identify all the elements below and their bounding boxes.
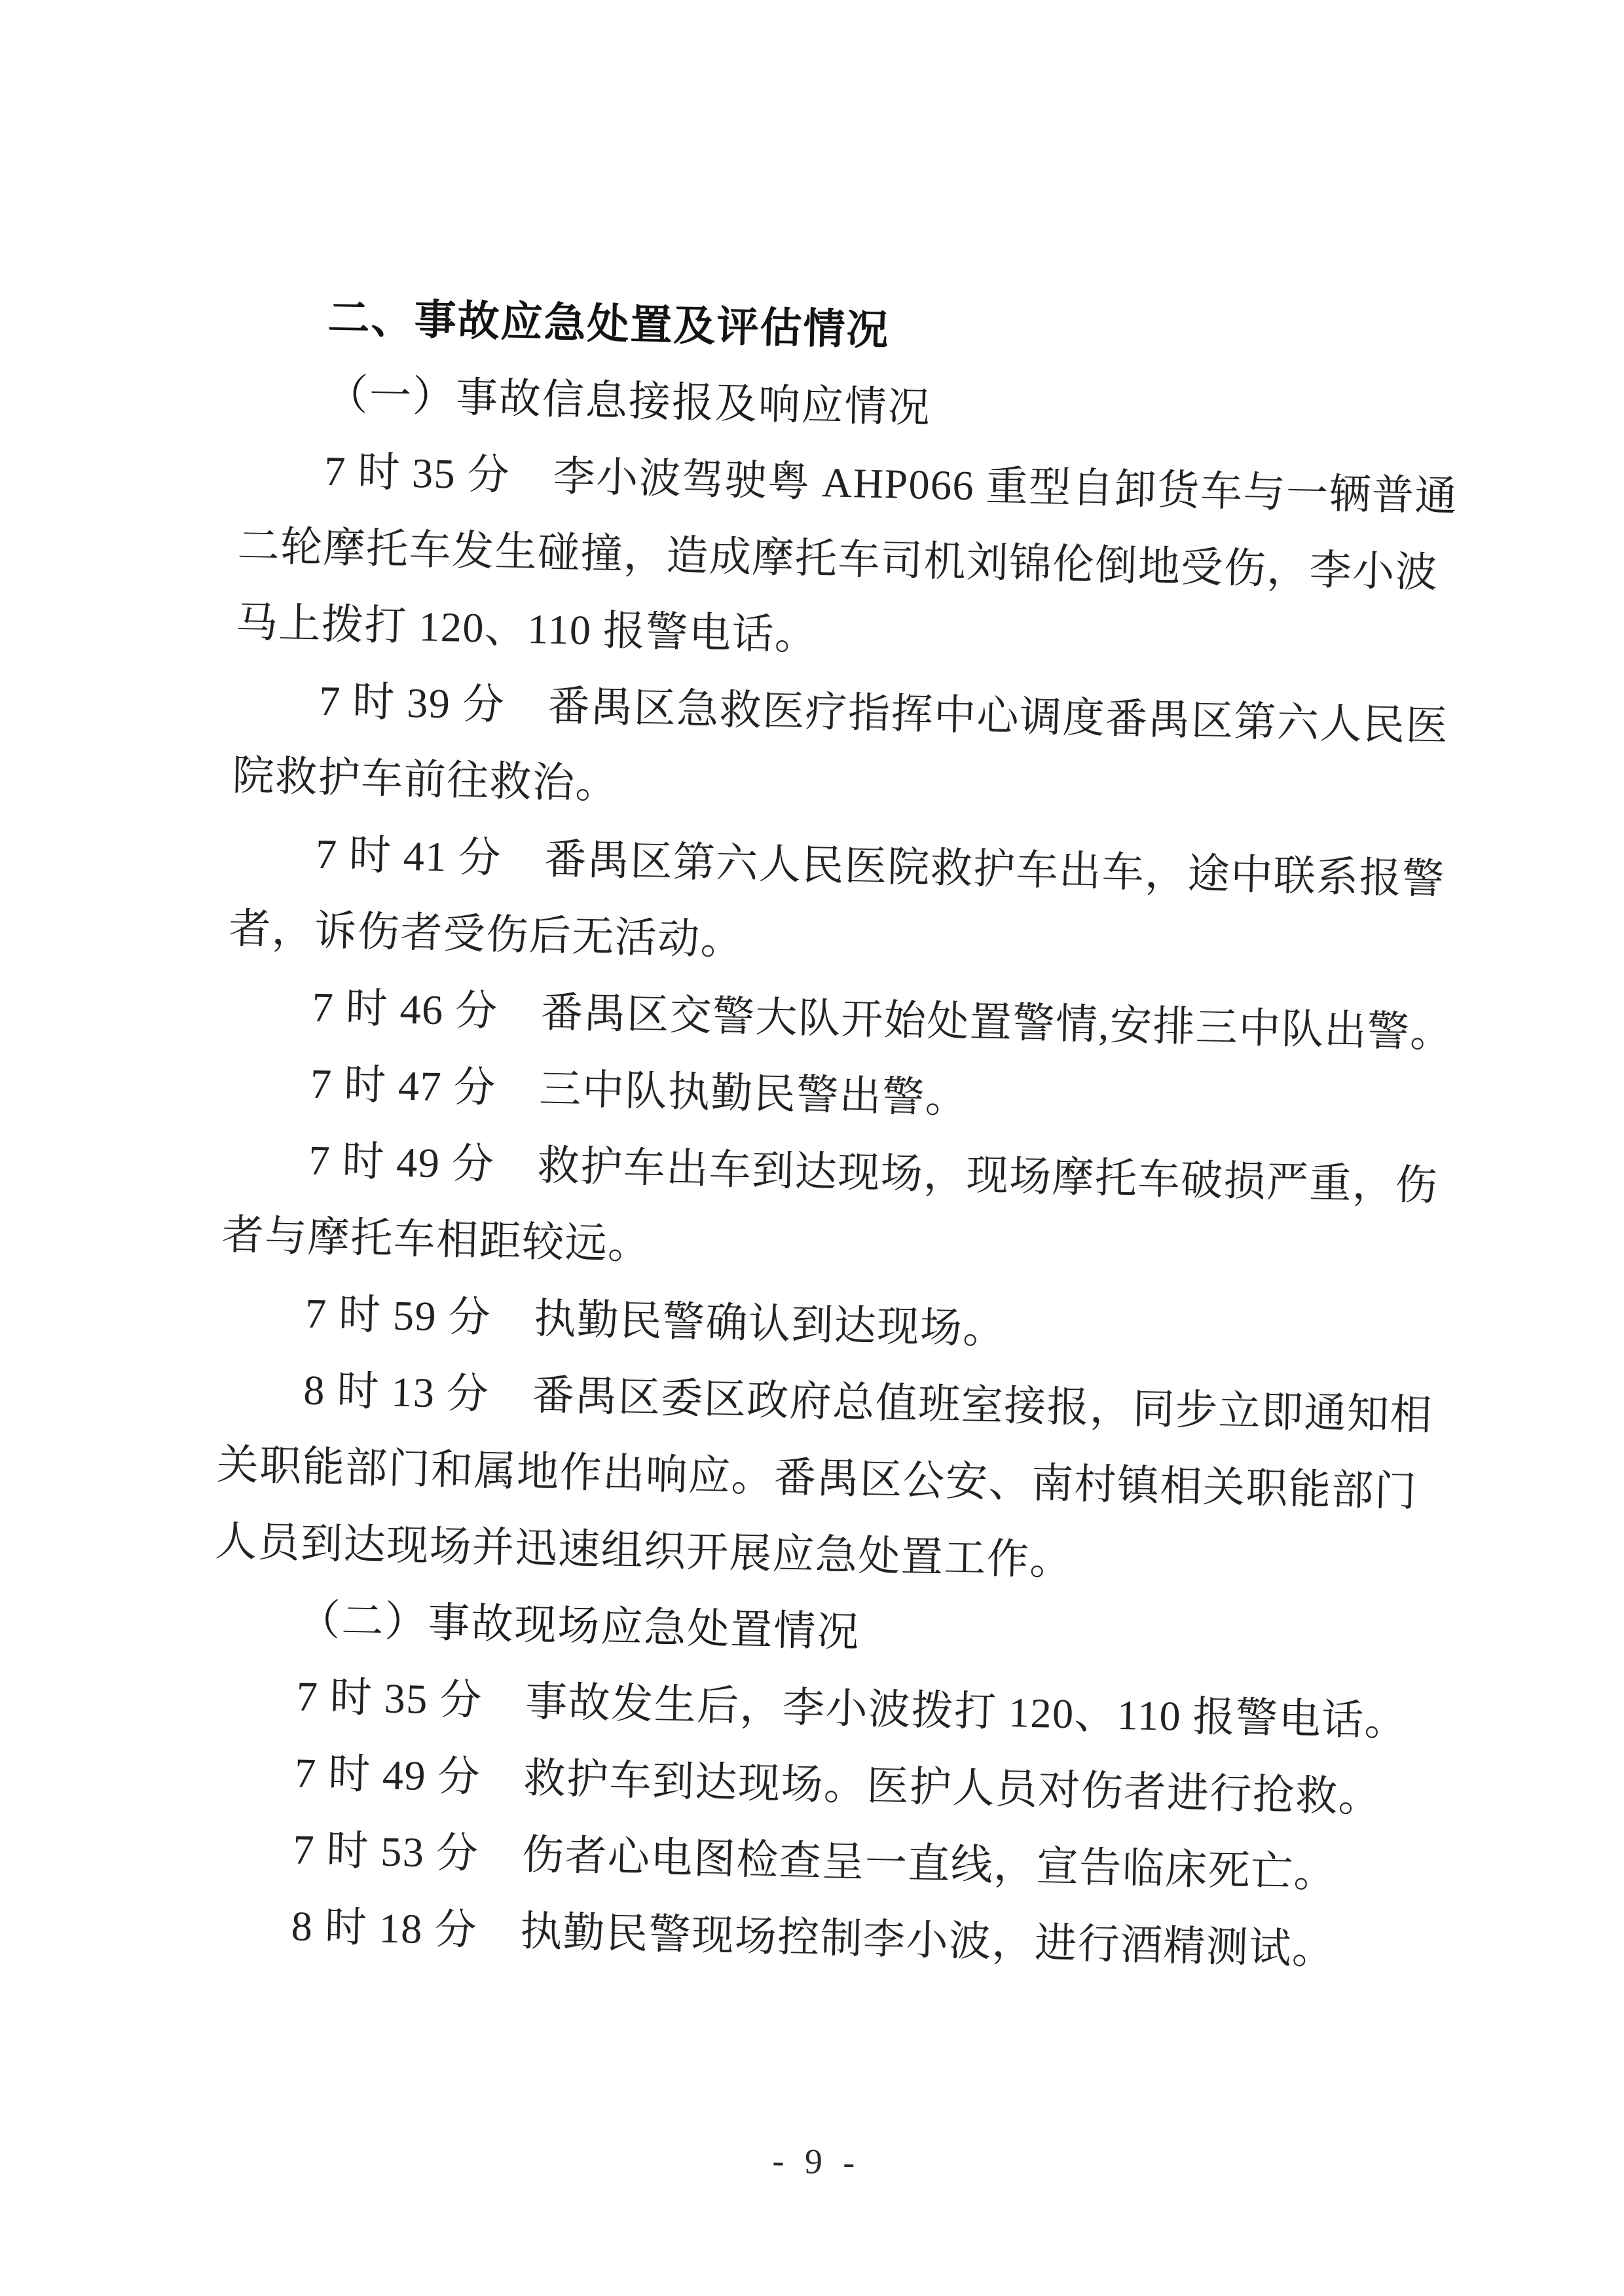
subsection-heading: （二）事故现场应急处置情况 (297, 1596, 861, 1656)
body-line: 7 时 35 分 李小波驾驶粤 AHP066 重型自卸货车与一辆普通 (323, 447, 1458, 520)
subsection-heading: （一）事故信息接报及响应情况 (325, 371, 932, 431)
body-line: 7 时 53 分 伤者心电图检查呈一直线，宣告临床死亡。 (292, 1826, 1337, 1897)
body-line: 7 时 39 分 番禺区急救医疗指挥中心调度番禺区第六人民医 (318, 677, 1449, 750)
page-number: - 9 - (771, 2141, 862, 2183)
body-line: 7 时 49 分 救护车出车到达现场，现场摩托车破损严重，伤 (308, 1137, 1439, 1209)
body-line: 7 时 46 分 番禺区交警大队开始处置警情,安排三中队出警。 (311, 983, 1454, 1057)
body-line: 二轮摩托车发生碰撞，造成摩托车司机刘锦伦倒地受伤，李小波 (236, 522, 1439, 596)
document-content (200, 278, 1475, 2214)
body-line: 者与摩托车相距较远。 (221, 1211, 652, 1268)
body-line: 者，诉伤者受伤后无活动。 (228, 905, 745, 964)
body-line: 院救护车前往救治。 (231, 752, 619, 808)
body-line: 7 时 35 分 事故发生后，李小波拨打 120、110 报警电话。 (296, 1673, 1408, 1745)
body-line: 7 时 59 分 执勤民警确认到达现场。 (304, 1290, 1006, 1353)
body-line: 关职能部门和属地作出响应。番禺区公安、南村镇相关职能部门 (216, 1441, 1418, 1516)
body-line: 8 时 18 分 执勤民警现场控制李小波，进行酒精测试。 (291, 1903, 1336, 1973)
section-heading: 二、事故应急处置及评估情况 (327, 293, 891, 354)
body-line: 人员到达现场并迅速组织开展应急处置工作。 (214, 1518, 1073, 1584)
body-line: 7 时 41 分 番禺区第六人民医院救护车出车，途中联系报警 (315, 830, 1446, 903)
body-line: 7 时 49 分 救护车到达现场。医护人员对伤者进行抢救。 (294, 1749, 1382, 1821)
body-line: 7 时 47 分 三中队执勤民警出警。 (310, 1060, 969, 1122)
body-line: 8 时 13 分 番禺区委区政府总值班室接报，同步立即通知相 (303, 1366, 1433, 1439)
body-line: 马上拨打 120、110 报警电话。 (235, 598, 819, 659)
